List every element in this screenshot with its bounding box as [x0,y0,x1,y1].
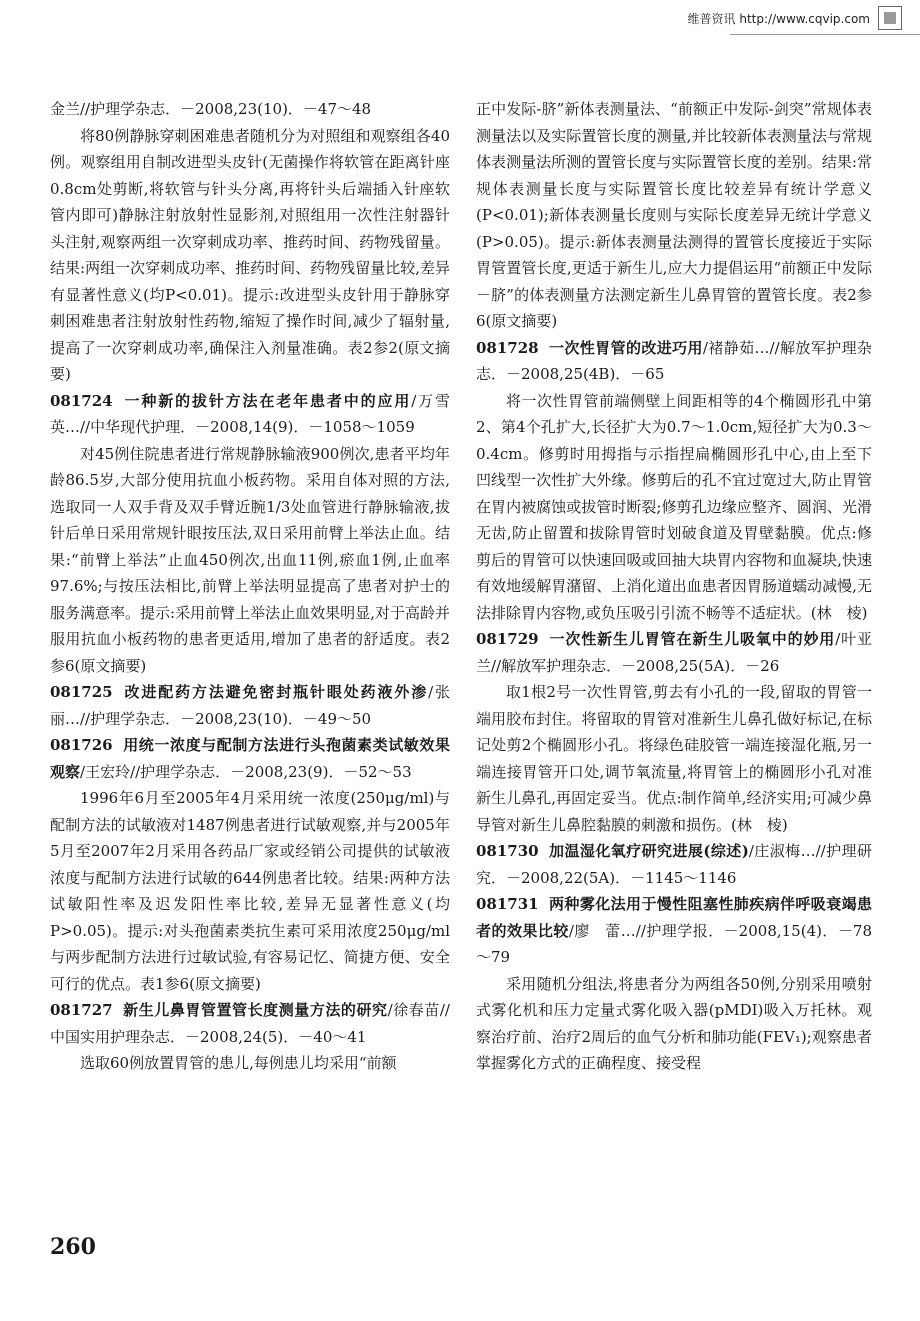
entry-title: 一次性新生儿胃管在新生儿吸氧中的妙用 [548,630,836,648]
entry-citation: /褚静茹…//解放军护理杂志．－2008,25(4B)．－65 [476,338,872,383]
entry-id: 081730 [476,842,539,860]
right-column [476,96,872,1077]
entry-title: 一种新的拔针方法在老年患者中的应用 [122,391,412,410]
page-header [688,6,902,30]
entry-081730 [476,838,872,891]
entry-title: 一次性胃管的改进巧用 [548,338,703,357]
entry-081731 [476,891,872,971]
entry-081727 [50,997,450,1050]
entry-citation: /庄淑梅…//护理研究．－2008,22(5A)．－1145～1146 [476,842,872,887]
logo-icon [878,6,902,30]
page-number: 260 [50,1234,96,1260]
left-column [50,96,450,1077]
entry-id: 081729 [476,630,539,648]
entry-citation: /张丽…//护理学杂志．－2008,23(10)．－49～50 [50,683,450,728]
abstract-paragraph: 取1根2号一次性胃管,剪去有小孔的一段,留取的胃管一端用胶布封住。将留取的胃管对准新生儿鼻孔做好标记,在标记处剪2个椭圆形小孔。将绿色硅胶管一端连接湿化瓶,另一端连接胃管开口处,调节氧流量,将胃管上的椭圆形小孔对准新生儿鼻孔,再固定妥当。优点:制作简单,经济实用;可减少鼻导管对新生儿鼻腔黏膜的刺激和损伤。(林 棱) [476,683,872,834]
entry-081729 [476,626,872,679]
entry-081726 [50,732,450,785]
entry-id: 081725 [50,683,113,701]
entry-id: 081731 [476,895,539,913]
entry-title: 新生儿鼻胃管置管长度测量方法的研究 [122,1001,388,1019]
abstract-paragraph: 选取60例放置胃管的患儿,每例患儿均采用“前额 [80,1054,397,1072]
entry-citation: /王宏玲//护理学杂志．－2008,23(9)．－52～53 [80,762,412,781]
entry-title: 用统一浓度与配制方法进行头孢菌素类试敏效果观察 [50,736,450,781]
abstract-paragraph: 对45例住院患者进行常规静脉输液900例次,患者平均年龄86.5岁,大部分使用抗血小板药物。采用自体对照的方法,选取同一人双手背及双手臂近腕1/3处血管进行静脉输液,拔针后单日采用常规针眼按压法,双日采用前臂上举法止血。结果:“前臂上举法”止血450例次,出血11例,瘀血1例,止血率97.6%;与按压法相比,前臂上举法明显提高了患者对护士的服务满意率。提示:采用前臂上举法止血效果明显,对于高龄并服用抗血小板药物的患者更适用,增加了患者的舒适度。表2参6(原文摘要) [50,444,450,675]
continuation-citation: 金兰//护理学杂志．－2008,23(10)．－47～48 [50,100,372,118]
entry-title: 改进配药方法避免密封瓶针眼处药液外渗 [122,683,429,701]
entry-id: 081727 [50,1001,113,1019]
entry-id: 081728 [476,338,539,357]
entry-citation: /廖 蕾…//护理学报．－2008,15(4)．－78～79 [476,921,872,966]
abstract-paragraph: 1996年6月至2005年4月采用统一浓度(250μg/ml)与配制方法的试敏液对1487例患者进行试敏观察,并与2005年5月至2007年2月采用各药品厂家或经销公司提供的试敏液浓度与配制方法进行试敏的644例患者比较。结果:两种方法试敏阳性率及迟发阳性率比较,差异无显著性意义(均P>0.05)。提示:对头孢菌素类抗生素可采用浓度250μg/ml与两步配制方法进行过敏试验,有容易记忆、简捷方便、安全可行的优点。表1参6(原文摘要) [50,789,450,993]
entry-citation: /叶亚兰//解放军护理杂志．－2008,25(5A)．－26 [476,630,872,675]
entry-id: 081724 [50,391,113,410]
abstract-paragraph: 采用随机分组法,将患者分为两组各50例,分别采用喷射式雾化机和压力定量式雾化吸入器(pMDI)吸入万托林。观察治疗前、治疗2周后的血气分析和肺功能(FEV₁);观察患者掌握雾化方式的正确程度、接受程 [476,974,872,1072]
entry-title: 两种雾化法用于慢性阻塞性肺疾病伴呼吸衰竭患者的效果比较 [476,895,872,940]
entry-081724 [50,388,450,441]
entry-citation: /徐春苗//中国实用护理杂志．－2008,24(5)．－40～41 [50,1001,450,1046]
entry-id: 081726 [50,736,113,754]
entry-081728 [476,335,872,388]
header-divider [730,34,920,35]
entry-title: 加温湿化氧疗研究进展(综述) [548,842,749,860]
abstract-paragraph: 将一次性胃管前端侧壁上间距相等的4个椭圆形孔中第2、第4个孔扩大,长径扩大为0.7～1.0cm,短径扩大为0.3～0.4cm。修剪时用拇指与示指捏扁椭圆形孔中心,由上至下凹线型一次性扩大外缘。修剪后的孔不宜过宽过大,防止胃管在胃内被腐蚀或拔管时断裂;修剪孔边缘应整齐、圆润、光滑无齿,防止留置和拔除胃管时划破食道及胃壁黏膜。优点:修剪后的胃管可以快速回吸或回抽大块胃内容物和血凝块,快速有效地缓解胃潴留、上消化道出血患者因胃肠道蠕动减慢,无法排除胃内容物,或负压吸引引流不畅等不适症状。(林 棱) [476,391,872,622]
entry-081725 [50,679,450,732]
entry-citation: /万雪英…//中华现代护理．－2008,14(9)．－1058～1059 [50,391,450,436]
abstract-paragraph-continued: 正中发际-脐”新体表测量法、“前额正中发际-剑突”常规体表测量法以及实际置管长度的测量,并比较新体表测量法与常规体表测量法所测的置管长度与实际置管长度的差别。结果:常规体表测量长度与实际置管长度比较差异有统计学意义(P<0.01);新体表测量长度则与实际长度差异无统计学意义(P>0.05)。提示:新体表测量法测得的置管长度接近于实际胃管置管长度,更适于新生儿,应大力提倡运用“前额正中发际－脐”的体表测量方法测定新生儿鼻胃管的置管长度。表2参6(原文摘要) [476,100,872,330]
site-text: 维普资讯 http://www.cqvip.com [687,11,870,26]
abstract-paragraph: 将80例静脉穿刺困难患者随机分为对照组和观察组各40例。观察组用自制改进型头皮针(无菌操作将软管在距离针座0.8cm处剪断,将软管与针头分离,再将针头后端插入针座软管内即可)静脉注射放射性显影剂,对照组用一次性注射器针头注射,观察两组一次穿刺成功率、推药时间、药物残留量。结果:两组一次穿刺成功率、推药时间、药物残留量比较,差异有显著性意义(均P<0.01)。提示:改进型头皮针用于静脉穿刺困难患者注射放射性药物,缩短了操作时间,减少了辐射量,提高了一次穿刺成功率,确保注入剂量准确。表2参2(原文摘要) [50,126,450,383]
